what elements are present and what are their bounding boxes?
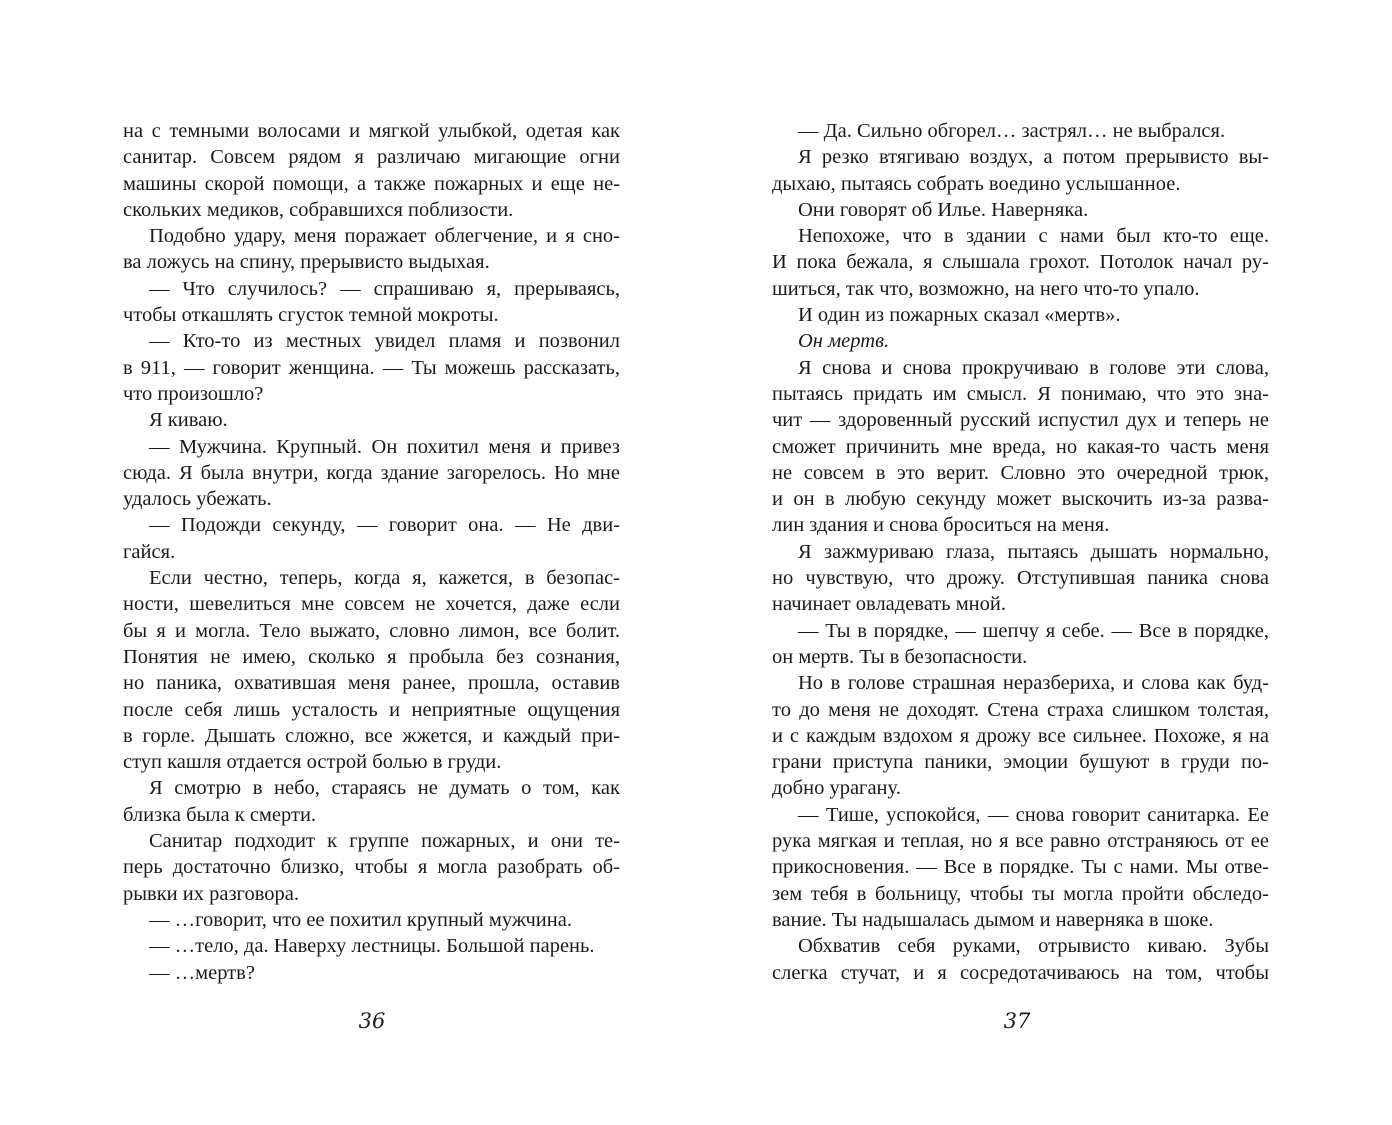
text-line: после себя лишь усталость и неприятные ощущения xyxy=(123,698,620,721)
text-line: Обхватив себя руками, отрывисто киваю. Зубы xyxy=(798,935,1269,958)
text-line: и он в любую секунду может выскочить из-за разва- xyxy=(772,488,1269,511)
text-line: — Ты в порядке, — шепчу я себе. — Все в порядке, xyxy=(798,619,1269,642)
text-line: но паника, охватившая меня ранее, прошла, оставив xyxy=(123,672,620,695)
text-line: сможет причинить мне вреда, но какая-то часть меня xyxy=(772,435,1269,458)
text-line: что произошло? xyxy=(123,382,264,405)
right-page-text xyxy=(772,118,1269,986)
text-line: машины скорой помощи, а также пожарных и еще не- xyxy=(123,172,620,195)
text-line: Я снова и снова прокручиваю в голове эти слова, xyxy=(798,356,1269,379)
text-line: Понятия не имею, сколько я пробыла без сознания, xyxy=(123,645,620,668)
text-line: сюда. Я была внутри, когда здание загорелось. Но мне xyxy=(123,461,620,484)
text-line: — Да. Сильно обгорел… застрял… не выбрался. xyxy=(798,120,1226,142)
text-line: — …говорит, что ее похитил крупный мужчина. xyxy=(149,908,572,931)
text-line: Они говорят об Илье. Наверняка. xyxy=(798,198,1089,221)
text-line: Я киваю. xyxy=(149,409,228,432)
text-line: добно урагану. xyxy=(772,777,901,800)
text-line: Непохоже, что в здании с нами был кто-то еще. xyxy=(798,225,1269,248)
text-line: то до меня не доходят. Стена страха слишком толстая, xyxy=(772,698,1269,721)
text-line: он мертв. Ты в безопасности. xyxy=(772,645,1028,668)
text-line: грани приступа паники, эмоции бушуют в груди по- xyxy=(772,751,1269,774)
text-line: гайся. xyxy=(123,540,176,563)
text-line: в горле. Дышать сложно, все жжется, и каждый при- xyxy=(123,724,620,747)
text-line: Если честно, теперь, когда я, кажется, в безопас- xyxy=(149,567,620,590)
text-line: И один из пожарных сказал «мертв». xyxy=(798,304,1121,327)
left-page-number: 36 xyxy=(358,1009,386,1033)
text-line: на с темными волосами и мягкой улыбкой, одетая как xyxy=(123,120,620,142)
text-line: дыхаю, пытаясь собрать воедино услышанное. xyxy=(772,172,1181,195)
text-line: пытаясь придать им смысл. Я понимаю, что это зна- xyxy=(772,382,1269,405)
text-line: прикосновения. — Все в порядке. Ты с нами. Мы отве- xyxy=(772,856,1269,879)
text-line: Но в голове страшная неразбериха, и слова как буд- xyxy=(798,672,1269,695)
text-line: и с каждым вздохом я дрожу все сильнее. Похоже, я на xyxy=(772,724,1269,747)
right-page-number: 37 xyxy=(1003,1009,1031,1033)
text-line: Он мертв. xyxy=(798,330,890,353)
text-line: слегка стучат, и я сосредотачиваюсь на том, чтобы xyxy=(772,961,1269,984)
text-line: бы я и могла. Тело выжато, словно лимон, все болит. xyxy=(123,619,620,642)
text-line: — Подожди секунду, — говорит она. — Не дви- xyxy=(149,514,620,537)
left-page-text xyxy=(123,118,620,986)
text-line: чтобы откашлять сгусток темной мокроты. xyxy=(123,304,499,327)
text-line: Я смотрю в небо, стараясь не думать о том, как xyxy=(149,777,620,800)
text-line: удалось убежать. xyxy=(123,488,272,511)
text-line: ва ложусь на спину, прерывисто выдыхая. xyxy=(123,251,490,274)
text-line: шиться, так что, возможно, на него что-то упало. xyxy=(772,277,1200,300)
text-line: скольких медиков, собравшихся поблизости. xyxy=(123,198,514,221)
text-line: рука мягкая и теплая, но я все равно отстраняюсь от ее xyxy=(772,830,1269,853)
text-line: ступ кашля отдается острой болью в груди. xyxy=(123,751,502,774)
text-line: начинает овладевать мной. xyxy=(772,593,1006,616)
text-line: лин здания и снова броситься на меня. xyxy=(772,514,1110,537)
text-line: Подобно удару, меня поражает облегчение, и я сно- xyxy=(149,225,620,248)
text-line: Я зажмуриваю глаза, пытаясь дышать нормально, xyxy=(798,540,1269,563)
text-line: И пока бежала, я слышала грохот. Потолок начал ру- xyxy=(772,251,1269,274)
text-line: зем тебя в больницу, чтобы ты могла пройти обследо- xyxy=(772,882,1269,905)
text-line: чит — здоровенный русский испустил дух и теперь не xyxy=(772,409,1269,432)
text-line: санитар. Совсем рядом я различаю мигающие огни xyxy=(123,146,620,169)
text-line: — Тише, успокойся, — снова говорит санитарка. Ее xyxy=(798,803,1269,826)
text-line: в 911, — говорит женщина. — Ты можешь рассказать, xyxy=(123,356,620,379)
text-line: близка была к смерти. xyxy=(123,803,317,826)
text-line: — Кто-то из местных увидел пламя и позвонил xyxy=(149,330,620,353)
text-line: — …тело, да. Наверху лестницы. Большой парень. xyxy=(149,935,595,958)
text-line: Санитар подходит к группе пожарных, и они те- xyxy=(149,830,620,853)
text-line: — …мертв? xyxy=(149,961,255,984)
text-line: но чувствую, что дрожу. Отступившая паника снова xyxy=(772,567,1269,590)
text-line: рывки их разговора. xyxy=(123,882,299,905)
text-line: вание. Ты надышалась дымом и наверняка в шоке. xyxy=(772,908,1214,931)
text-line: — Что случилось? — спрашиваю я, прерываясь, xyxy=(149,277,620,300)
text-line: перь достаточно близко, чтобы я могла разобрать об- xyxy=(123,856,620,879)
text-line: ности, шевелиться мне совсем не хочется, даже если xyxy=(123,593,620,616)
text-line: — Мужчина. Крупный. Он похитил меня и привез xyxy=(149,435,620,458)
text-line: не совсем в это верит. Словно это очередной трюк, xyxy=(772,461,1269,484)
text-line: Я резко втягиваю воздух, а потом прерывисто вы- xyxy=(798,146,1269,169)
